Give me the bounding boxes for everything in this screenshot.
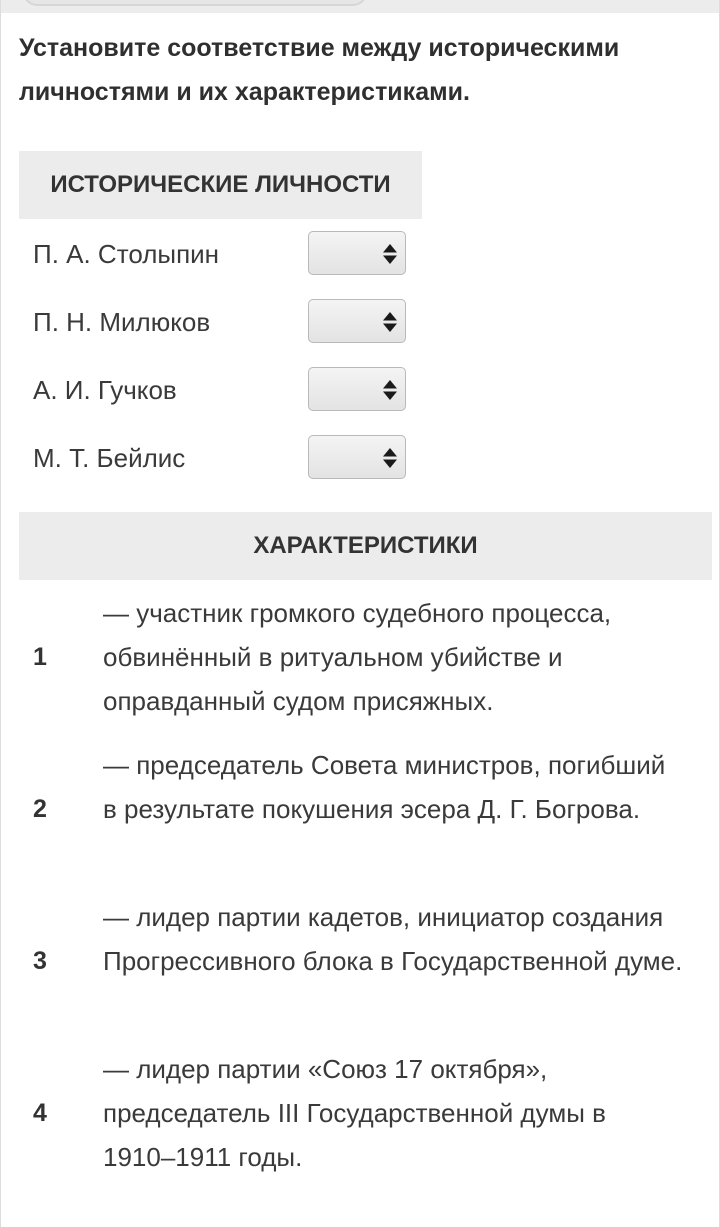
person-name: А. И. Гучков bbox=[33, 375, 177, 405]
characteristic-text: — участник громкого судебного процесса, обвинённый в ритуальном убийстве и оправданный судом присяжных. bbox=[103, 598, 612, 716]
sort-arrows-icon bbox=[382, 447, 398, 469]
characteristics-header-label: ХАРАКТЕРИСТИКИ bbox=[253, 532, 478, 559]
characteristic-text: — председатель Совета министров, погибший в результате покушения эсера Д. Г. Богрова. bbox=[103, 750, 666, 824]
characteristic-text: — лидер партии кадетов, инициатор создания Прогрессивного блока в Государственной думе. bbox=[103, 902, 683, 976]
person-row bbox=[33, 298, 413, 346]
characteristics-header bbox=[19, 512, 712, 580]
person-name: П. А. Столыпин bbox=[33, 239, 220, 269]
person-answer-select[interactable] bbox=[308, 231, 406, 275]
question-text: Установите соответствие между историческими личностями и их характеристиками. bbox=[19, 34, 620, 106]
person-answer-select[interactable] bbox=[308, 367, 406, 411]
person-row bbox=[33, 366, 413, 414]
persons-header-label: ИСТОРИЧЕСКИЕ ЛИЧНОСТИ bbox=[50, 171, 391, 198]
person-answer-select[interactable] bbox=[308, 299, 406, 343]
search-bar-remnant[interactable] bbox=[23, 0, 367, 6]
characteristic-row bbox=[33, 895, 693, 1027]
sort-arrows-icon bbox=[382, 311, 398, 333]
person-answer-select[interactable] bbox=[308, 435, 406, 479]
characteristic-row bbox=[33, 743, 693, 875]
characteristic-number: 1 bbox=[33, 643, 47, 671]
persons-header bbox=[19, 151, 422, 219]
sort-arrows-icon bbox=[382, 243, 398, 265]
person-name: П. Н. Милюков bbox=[33, 307, 211, 337]
person-name: М. Т. Бейлис bbox=[33, 443, 186, 473]
characteristic-number: 3 bbox=[33, 947, 47, 975]
person-row bbox=[33, 434, 413, 482]
characteristic-number: 4 bbox=[33, 1099, 47, 1127]
characteristic-row bbox=[33, 1047, 693, 1179]
characteristic-number: 2 bbox=[33, 795, 47, 823]
characteristic-text: — лидер партии «Союз 17 октября», председатель III Государственной думы в 1910–1911 годы. bbox=[103, 1054, 606, 1172]
characteristic-row bbox=[33, 591, 693, 723]
sort-arrows-icon bbox=[382, 379, 398, 401]
person-row bbox=[33, 230, 413, 278]
top-toolbar bbox=[1, 0, 719, 13]
